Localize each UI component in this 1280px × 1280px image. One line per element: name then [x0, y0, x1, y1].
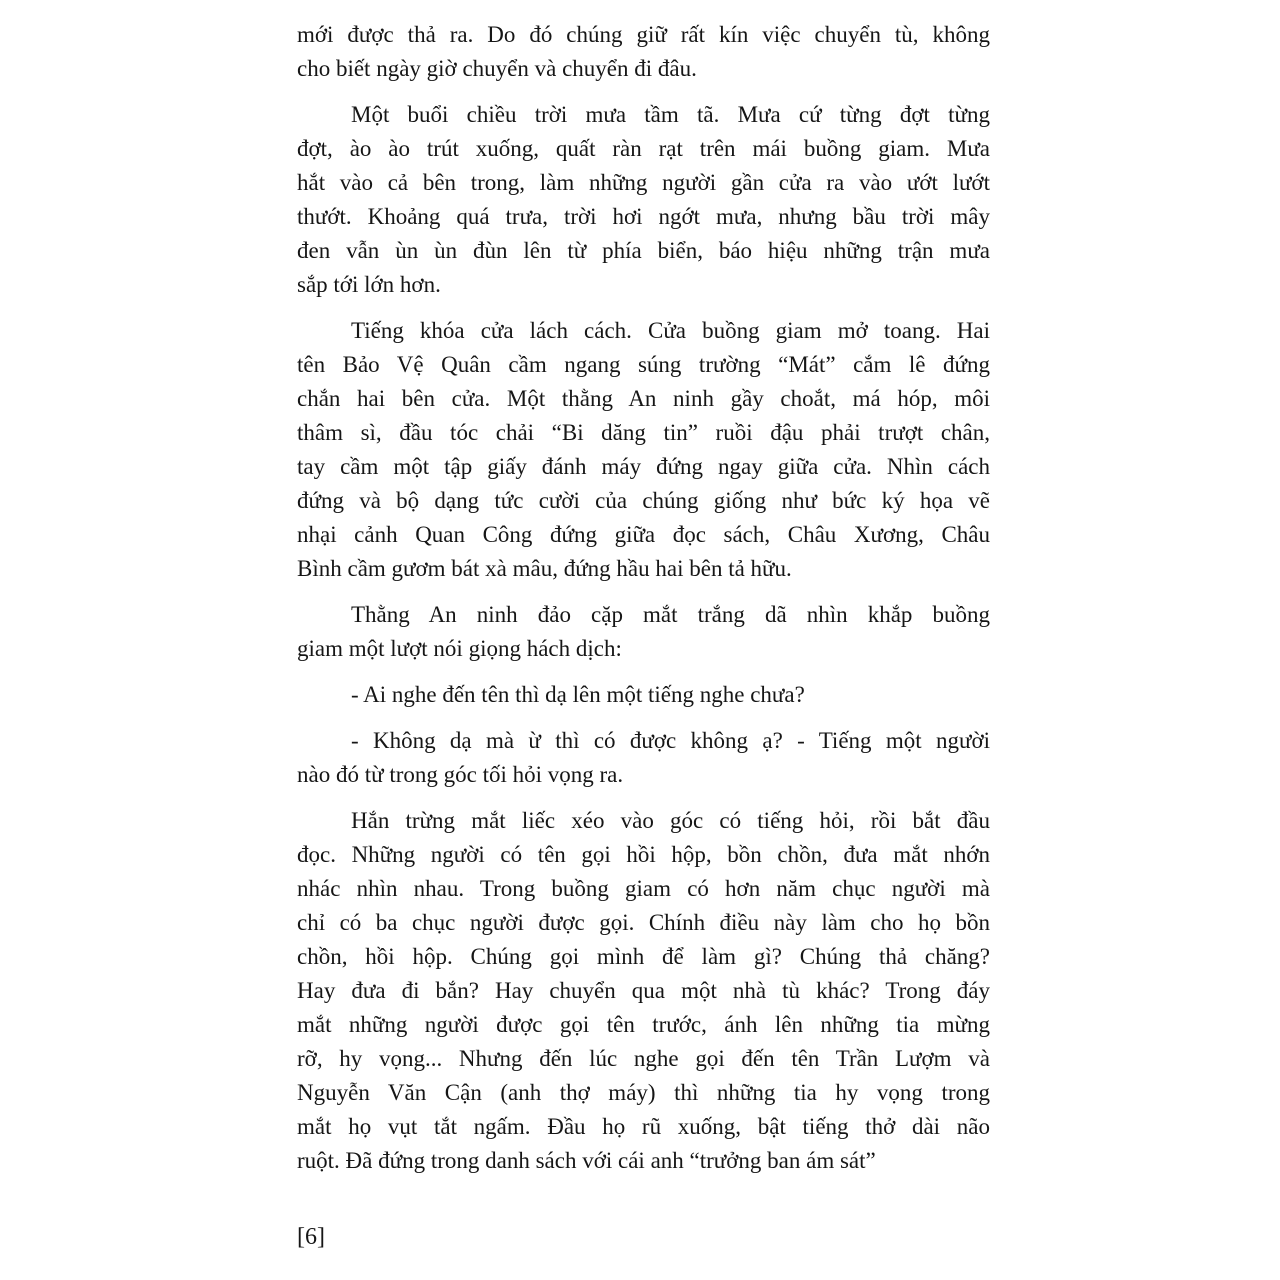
- text-line: ruột. Đã đứng trong danh sách với cái anh “trưởng ban ám sát”: [297, 1148, 876, 1173]
- text-line: đọc. Những người có tên gọi hồi hộp, bồn chồn, đưa mắt nhớn: [297, 842, 990, 867]
- text-line: tên Bảo Vệ Quân cầm ngang súng trường “Mát” cắm lê đứng: [297, 352, 990, 377]
- text-line: chỉ có ba chục người được gọi. Chính điều này làm cho họ bồn: [297, 910, 990, 935]
- text-line: tay cầm một tập giấy đánh máy đứng ngay giữa cửa. Nhìn cách: [297, 454, 990, 479]
- text-line: sắp tới lớn hơn.: [297, 272, 441, 297]
- text-line: nào đó từ trong góc tối hỏi vọng ra.: [297, 762, 624, 787]
- text-line: Thằng An ninh đảo cặp mắt trắng dã nhìn khắp buồng: [351, 602, 990, 627]
- text-line: - Không dạ mà ừ thì có được không ạ? - Tiếng một người: [351, 728, 990, 753]
- text-line: Tiếng khóa cửa lách cách. Cửa buồng giam mở toang. Hai: [351, 318, 990, 343]
- text-line: cho biết ngày giờ chuyển và chuyển đi đâu.: [297, 56, 697, 81]
- paragraph: [297, 678, 990, 712]
- paragraph: [297, 724, 990, 792]
- text-line: mắt những người được gọi tên trước, ánh lên những tia mừng: [297, 1012, 990, 1037]
- text-line: thướt. Khoảng quá trưa, trời hơi ngớt mưa, nhưng bầu trời mây: [297, 204, 990, 229]
- paragraph: [297, 598, 990, 666]
- page-number: [6]: [297, 1224, 325, 1250]
- text-line: mới được thả ra. Do đó chúng giữ rất kín việc chuyển tù, không: [297, 22, 990, 47]
- text-line: giam một lượt nói giọng hách dịch:: [297, 636, 622, 661]
- text-line: đen vẫn ùn ùn đùn lên từ phía biển, báo hiệu những trận mưa: [297, 238, 990, 263]
- paragraph: [297, 18, 990, 86]
- text-line: Bình cầm gươm bát xà mâu, đứng hầu hai bên tả hữu.: [297, 556, 792, 581]
- paragraph: [297, 98, 990, 302]
- text-line: Một buổi chiều trời mưa tầm tã. Mưa cứ từng đợt từng: [351, 102, 990, 127]
- text-line: đợt, ào ào trút xuống, quất ràn rạt trên mái buồng giam. Mưa: [297, 136, 990, 161]
- text-line: Nguyễn Văn Cận (anh thợ máy) thì những tia hy vọng trong: [297, 1080, 990, 1105]
- text-line: Hắn trừng mắt liếc xéo vào góc có tiếng hỏi, rồi bắt đầu: [351, 808, 990, 833]
- paragraph: [297, 804, 990, 1178]
- text-line: rỡ, hy vọng... Nhưng đến lúc nghe gọi đến tên Trần Lượm và: [297, 1046, 990, 1071]
- text-line: mắt họ vụt tắt ngấm. Đầu họ rũ xuống, bật tiếng thở dài não: [297, 1114, 990, 1139]
- text-line: chắn hai bên cửa. Một thằng An ninh gầy choắt, má hóp, môi: [297, 386, 990, 411]
- paragraph: [297, 314, 990, 586]
- text-line: đứng và bộ dạng tức cười của chúng giống như bức ký họa vẽ: [297, 488, 990, 513]
- text-line: nhại cảnh Quan Công đứng giữa đọc sách, Châu Xương, Châu: [297, 522, 990, 547]
- text-line: hắt vào cả bên trong, làm những người gần cửa ra vào ướt lướt: [297, 170, 990, 195]
- text-line: chồn, hồi hộp. Chúng gọi mình để làm gì? Chúng thả chăng?: [297, 944, 990, 969]
- page-text-block: [297, 18, 990, 1178]
- text-line: thâm sì, đầu tóc chải “Bi dăng tin” ruồi đậu phải trượt chân,: [297, 420, 990, 445]
- text-line: - Ai nghe đến tên thì dạ lên một tiếng nghe chưa?: [351, 682, 805, 707]
- text-line: nhác nhìn nhau. Trong buồng giam có hơn năm chục người mà: [297, 876, 990, 901]
- text-line: Hay đưa đi bắn? Hay chuyển qua một nhà tù khác? Trong đáy: [297, 978, 990, 1003]
